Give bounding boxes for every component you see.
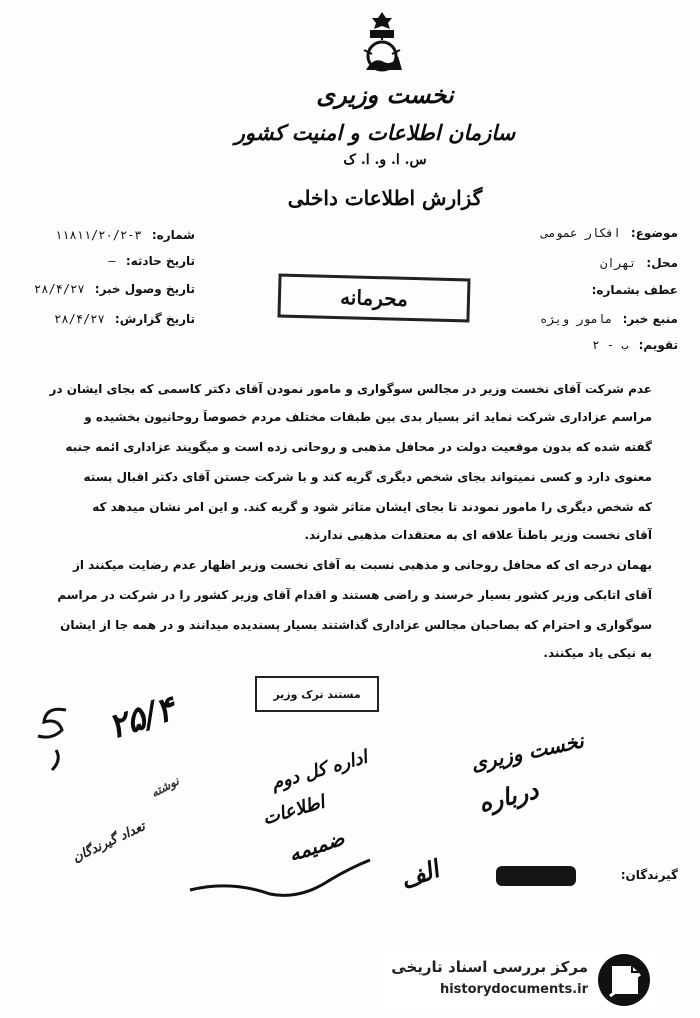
- number-value: ۳-۱۱۸۱۱/۲۰/۲: [54, 228, 142, 242]
- boxed-annotation: مستند ترک وزیر: [255, 676, 379, 712]
- field-reference: [586, 283, 678, 297]
- field-report-date: [54, 312, 195, 326]
- field-event-date: [108, 254, 195, 268]
- field-evaluation: [592, 338, 678, 352]
- signature-stroke-icon: [180, 850, 380, 900]
- handwritten-note-right-1: نخست وزیری: [468, 728, 586, 776]
- lion-sun-crown-emblem-icon: [352, 10, 412, 82]
- field-received-date: [34, 282, 195, 296]
- handwritten-note-center-1: اداره کل دوم: [269, 746, 370, 795]
- event-date-value: —: [108, 254, 116, 268]
- place-value: تهران: [600, 256, 637, 270]
- field-subject: [541, 226, 678, 240]
- header-prime-ministry: نخست وزیری: [316, 80, 454, 109]
- received-date-value: ۲۸/۴/۲۷: [34, 282, 85, 296]
- report-date-label: تاریخ گزارش:: [114, 312, 195, 326]
- body-line-10: به نیکی یاد میکنند.: [543, 646, 652, 660]
- handwritten-margin-note: نوشته: [148, 773, 182, 801]
- header-report-type: گزارش اطلاعات داخلی: [287, 186, 483, 210]
- field-number: [55, 228, 195, 242]
- archive-url: historydocuments.ir: [439, 982, 588, 997]
- subject-label: موضوع:: [630, 226, 678, 240]
- body-line-2: مراسم عزاداری شرکت نماید اثر بسیار بدی بین طبقات مختلف مردم خصوصاً روحانیون بخشیده و: [84, 410, 652, 424]
- distribution-note: تعداد گیرندگان: [70, 819, 148, 866]
- redaction-mark: [496, 866, 576, 886]
- handwritten-bottom-1: الف: [396, 854, 443, 895]
- event-date-label: تاریخ حادثه:: [125, 254, 195, 268]
- source-value: مامور ویژه: [540, 312, 613, 326]
- number-label: شماره:: [151, 228, 195, 242]
- header-abbreviation: س. ا. و. ا. ک: [343, 152, 427, 168]
- body-line-3: گفته شده که بدون موقعیت دولت در محافل مذهبی و روحانی زده است و میگویند عزاداری ائمه جنبه: [65, 440, 652, 454]
- place-label: محل:: [646, 256, 678, 270]
- body-line-6: آقای نخست وزیر باطناً علاقه ای به معتقدات مذهبی ندارند.: [304, 528, 652, 542]
- reference-label: عطف بشماره:: [591, 283, 678, 297]
- evaluation-label: تقویم:: [638, 338, 678, 352]
- evaluation-value: ب - ۲: [592, 338, 629, 352]
- recipients-label: گیرندگان:: [620, 868, 678, 882]
- source-label: منبع خبر:: [622, 312, 678, 326]
- archive-logo-icon: [596, 952, 652, 1008]
- body-line-7: بهمان درجه ای که محافل روحانی و مذهبی نسبت به آقای نخست وزیر اظهار عدم رضایت میکنند از: [72, 558, 652, 572]
- body-line-4: معنوی دارد و کسی نمیتواند بجای شخص دیگری گریه کند و با شرکت جستن آقای دکتر اقبال بسته: [83, 470, 652, 484]
- handwritten-note-right-2: درباره: [475, 775, 542, 818]
- handwritten-scribble-icon: [26, 700, 86, 780]
- confidential-stamp: محرمانه: [277, 273, 470, 322]
- field-place: [600, 256, 678, 270]
- archive-name: مرکز بررسی اسناد تاریخی: [391, 958, 588, 976]
- archive-watermark: [380, 952, 660, 1008]
- body-line-1: عدم شرکت آقای نخست وزیر در مجالس سوگواری و مامور نمودن آقای دکتر کاسمی که بجای ایشان در: [49, 382, 652, 396]
- body-line-9: سوگواری و احترام که بصاحبان مجالس عزاداری گذاشتند بسیار پسندیده میدانند و در همه جا از ایشان: [60, 618, 652, 632]
- body-line-5: که شخص دیگری را مامور نمودند تا بجای ایشان متاثر شود و گریه کند. و این امر نشان میدهد که: [92, 500, 652, 514]
- handwritten-number: ۲۵/۴: [103, 688, 180, 748]
- handwritten-note-center-3: ضمیمه: [285, 825, 348, 867]
- handwritten-note-center-2: اطلاعات: [260, 791, 327, 830]
- report-date-value: ۲۸/۴/۲۷: [54, 312, 105, 326]
- header-organization: سازمان اطلاعات و امنیت کشور: [234, 120, 516, 145]
- field-source: [540, 312, 678, 326]
- body-line-8: آقای اتابکی وزیر کشور بسیار خرسند و راضی هستند و اقدام آقای وزیر کشور را در شرکت در مراسم: [57, 588, 652, 602]
- received-date-label: تاریخ وصول خبر:: [94, 282, 195, 296]
- subject-value: افکار عمومی: [541, 226, 621, 240]
